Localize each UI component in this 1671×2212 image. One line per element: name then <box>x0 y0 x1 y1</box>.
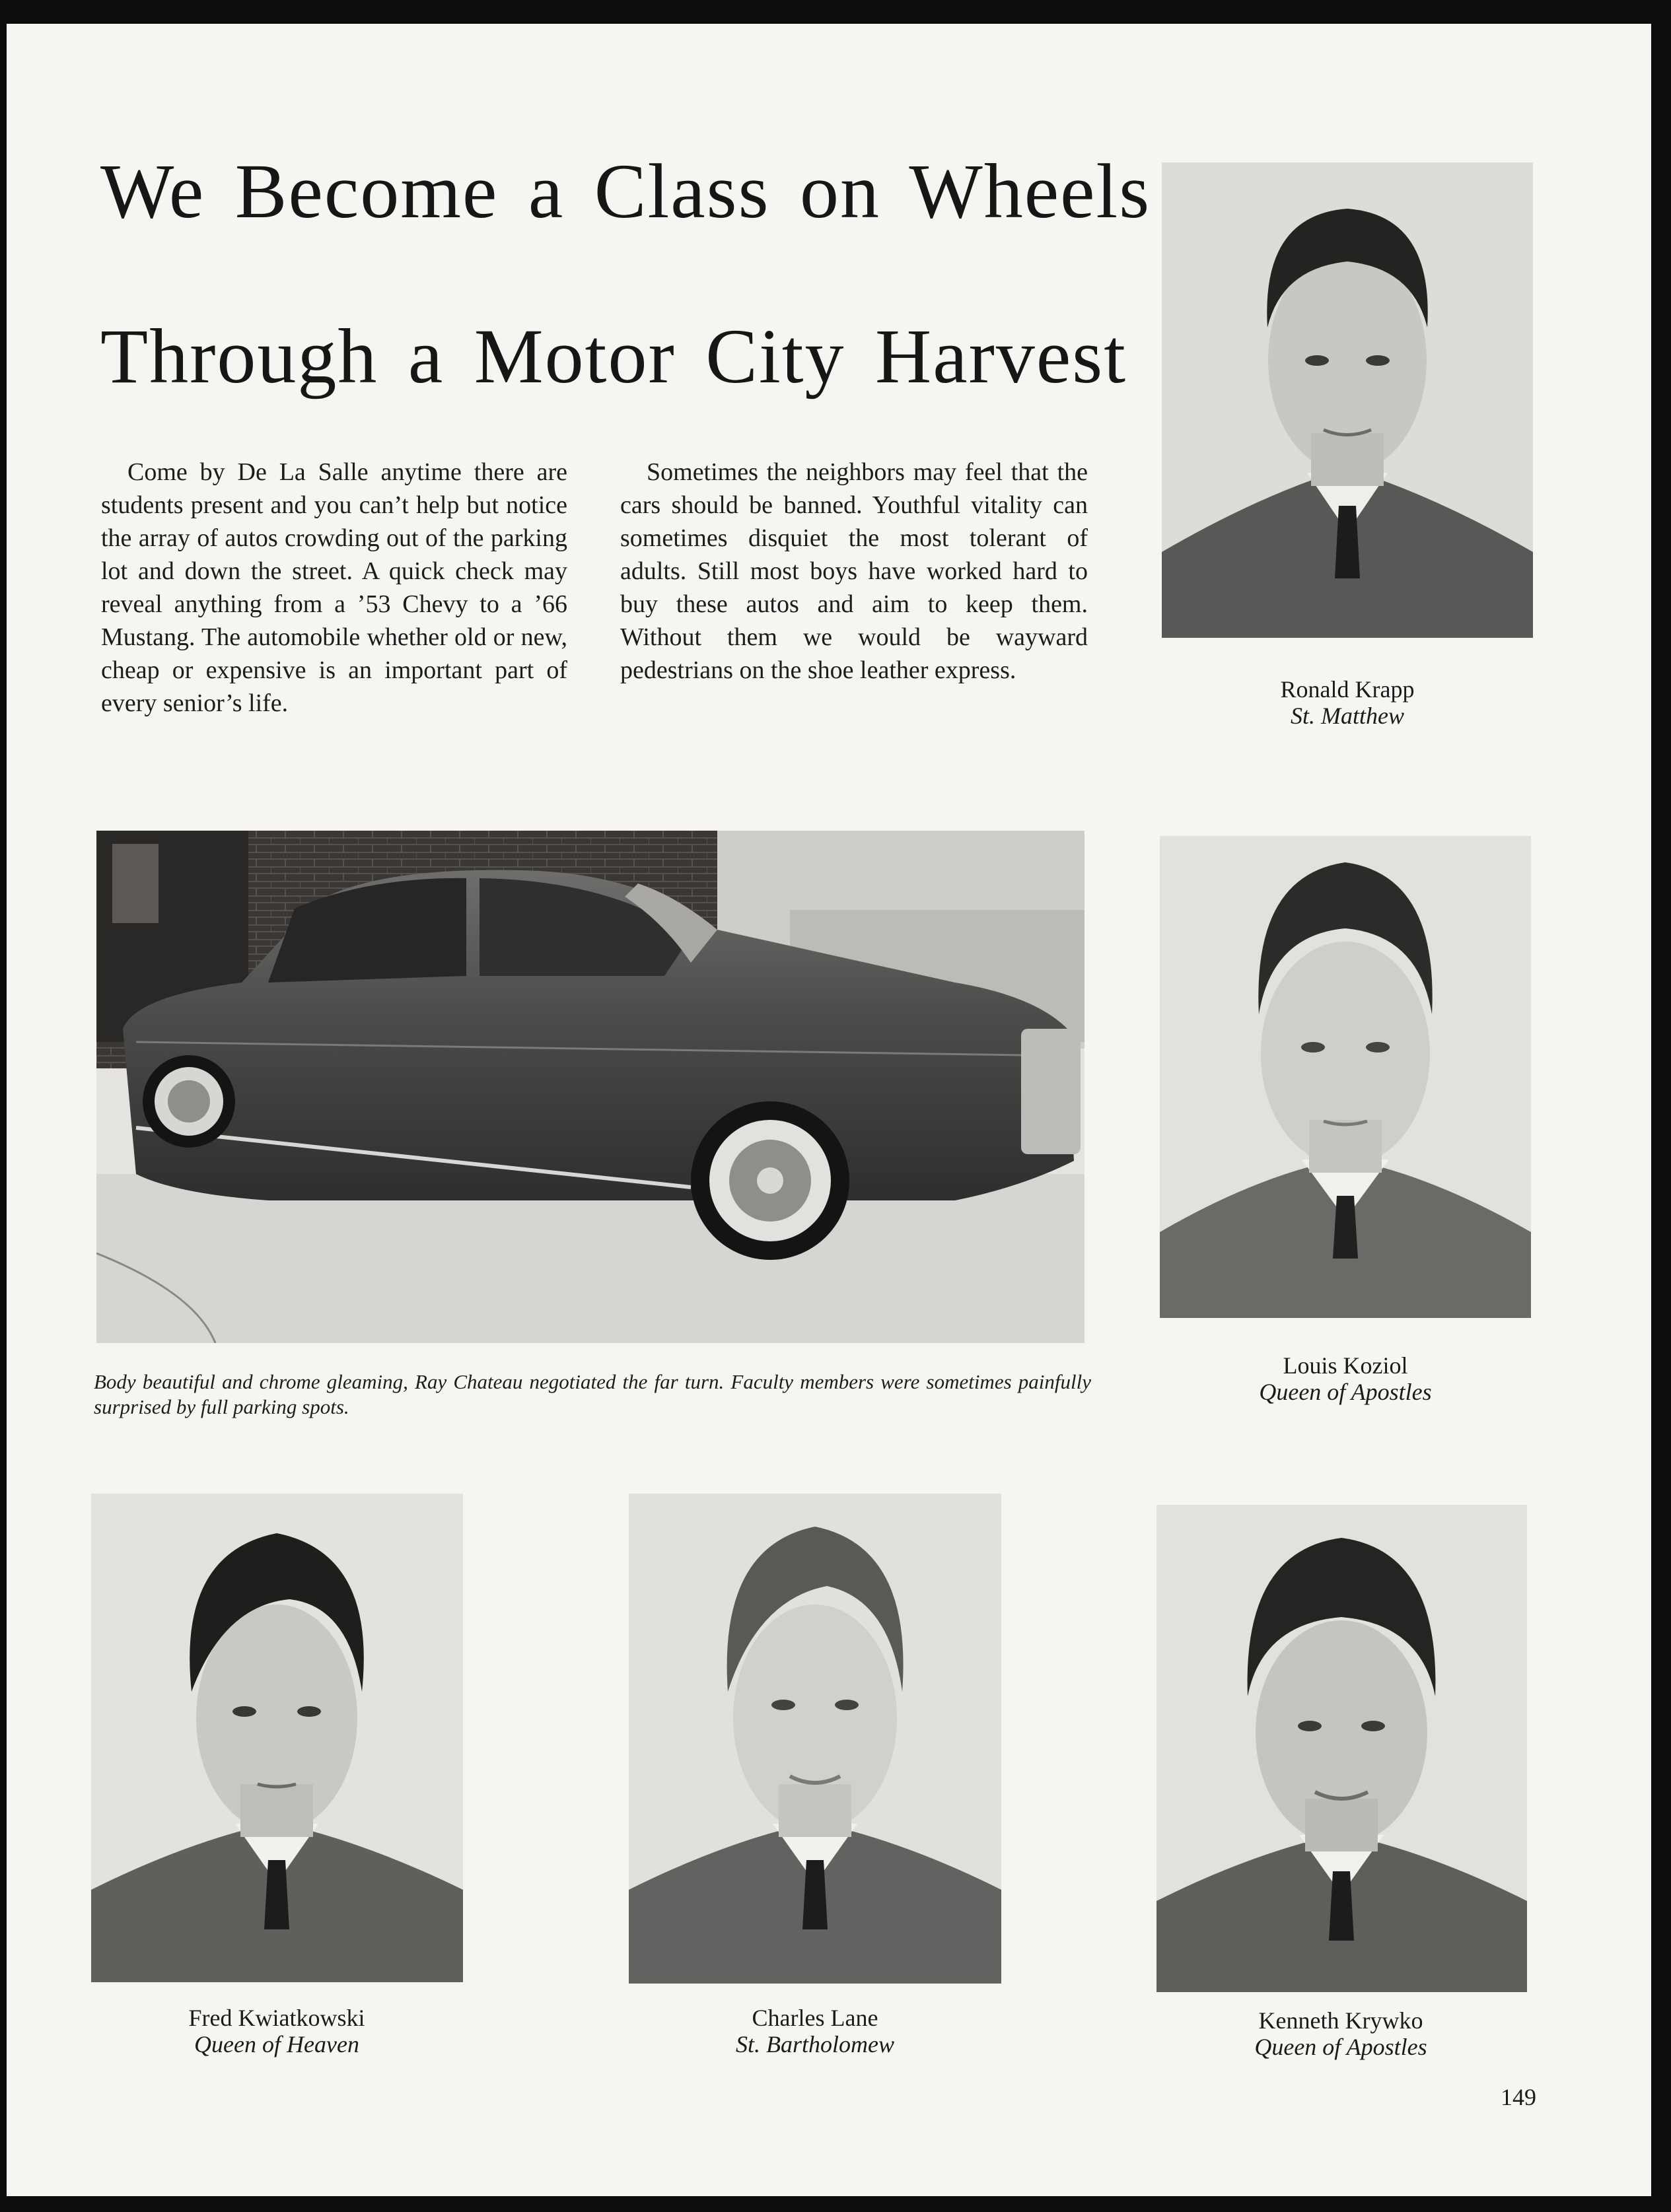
student-parish: St. Bartholomew <box>736 2031 894 2057</box>
portrait-name-5 <box>1162 2007 1519 2060</box>
student-name: Kenneth Krywko <box>1258 2007 1423 2034</box>
page-title-line-1: We Become a Class on Wheels <box>100 148 1151 234</box>
car-photo <box>96 831 1084 1343</box>
student-name: Ronald Krapp <box>1280 676 1415 703</box>
portrait-photo-4 <box>629 1494 1001 1984</box>
body-column-2: Sometimes the neighbors may feel that the cars should be banned. Youthful vitality can sometimes disquiet the most tolerant of adults. Still most boys have worked hard to buy these autos and aim to keep them. Without them we would be wayward pedestrians on the shoe leather express. <box>620 458 1088 684</box>
portrait-name-2 <box>1167 1352 1524 1405</box>
page-title-line-2: Through a Motor City Harvest <box>100 313 1127 399</box>
portrait-photo-1 <box>1162 162 1533 638</box>
page-number: 149 <box>1501 2084 1536 2110</box>
car-photo-caption: Body beautiful and chrome gleaming, Ray Chateau negotiated the far turn. Faculty members were sometimes painfully surprised by full parking spots. <box>94 1370 1091 1418</box>
portrait-photo-5 <box>1156 1505 1527 1992</box>
student-parish: St. Matthew <box>1291 703 1404 729</box>
student-parish: Queen of Heaven <box>194 2031 359 2057</box>
portrait-photo-3 <box>91 1494 463 1982</box>
student-parish: Queen of Apostles <box>1259 1379 1432 1405</box>
student-parish: Queen of Apostles <box>1254 2034 1427 2060</box>
portrait-photo-2 <box>1160 836 1531 1318</box>
body-column-1: Come by De La Salle anytime there are students present and you can’t help but notice the array of autos crowding out of the parking lot and down the street. A quick check may reveal anything from a ’53 Chevy to a ’66 Mustang. The automobile whether old or new, cheap or expensive is an important part of every senior’s life. <box>101 458 567 717</box>
portrait-name-1 <box>1169 676 1526 729</box>
yearbook-page <box>7 24 1651 2196</box>
student-name: Louis Koziol <box>1283 1352 1408 1379</box>
student-name: Charles Lane <box>752 2005 878 2031</box>
student-name: Fred Kwiatkowski <box>188 2005 365 2031</box>
portrait-name-3 <box>98 2005 455 2057</box>
portrait-name-4 <box>637 2005 993 2057</box>
